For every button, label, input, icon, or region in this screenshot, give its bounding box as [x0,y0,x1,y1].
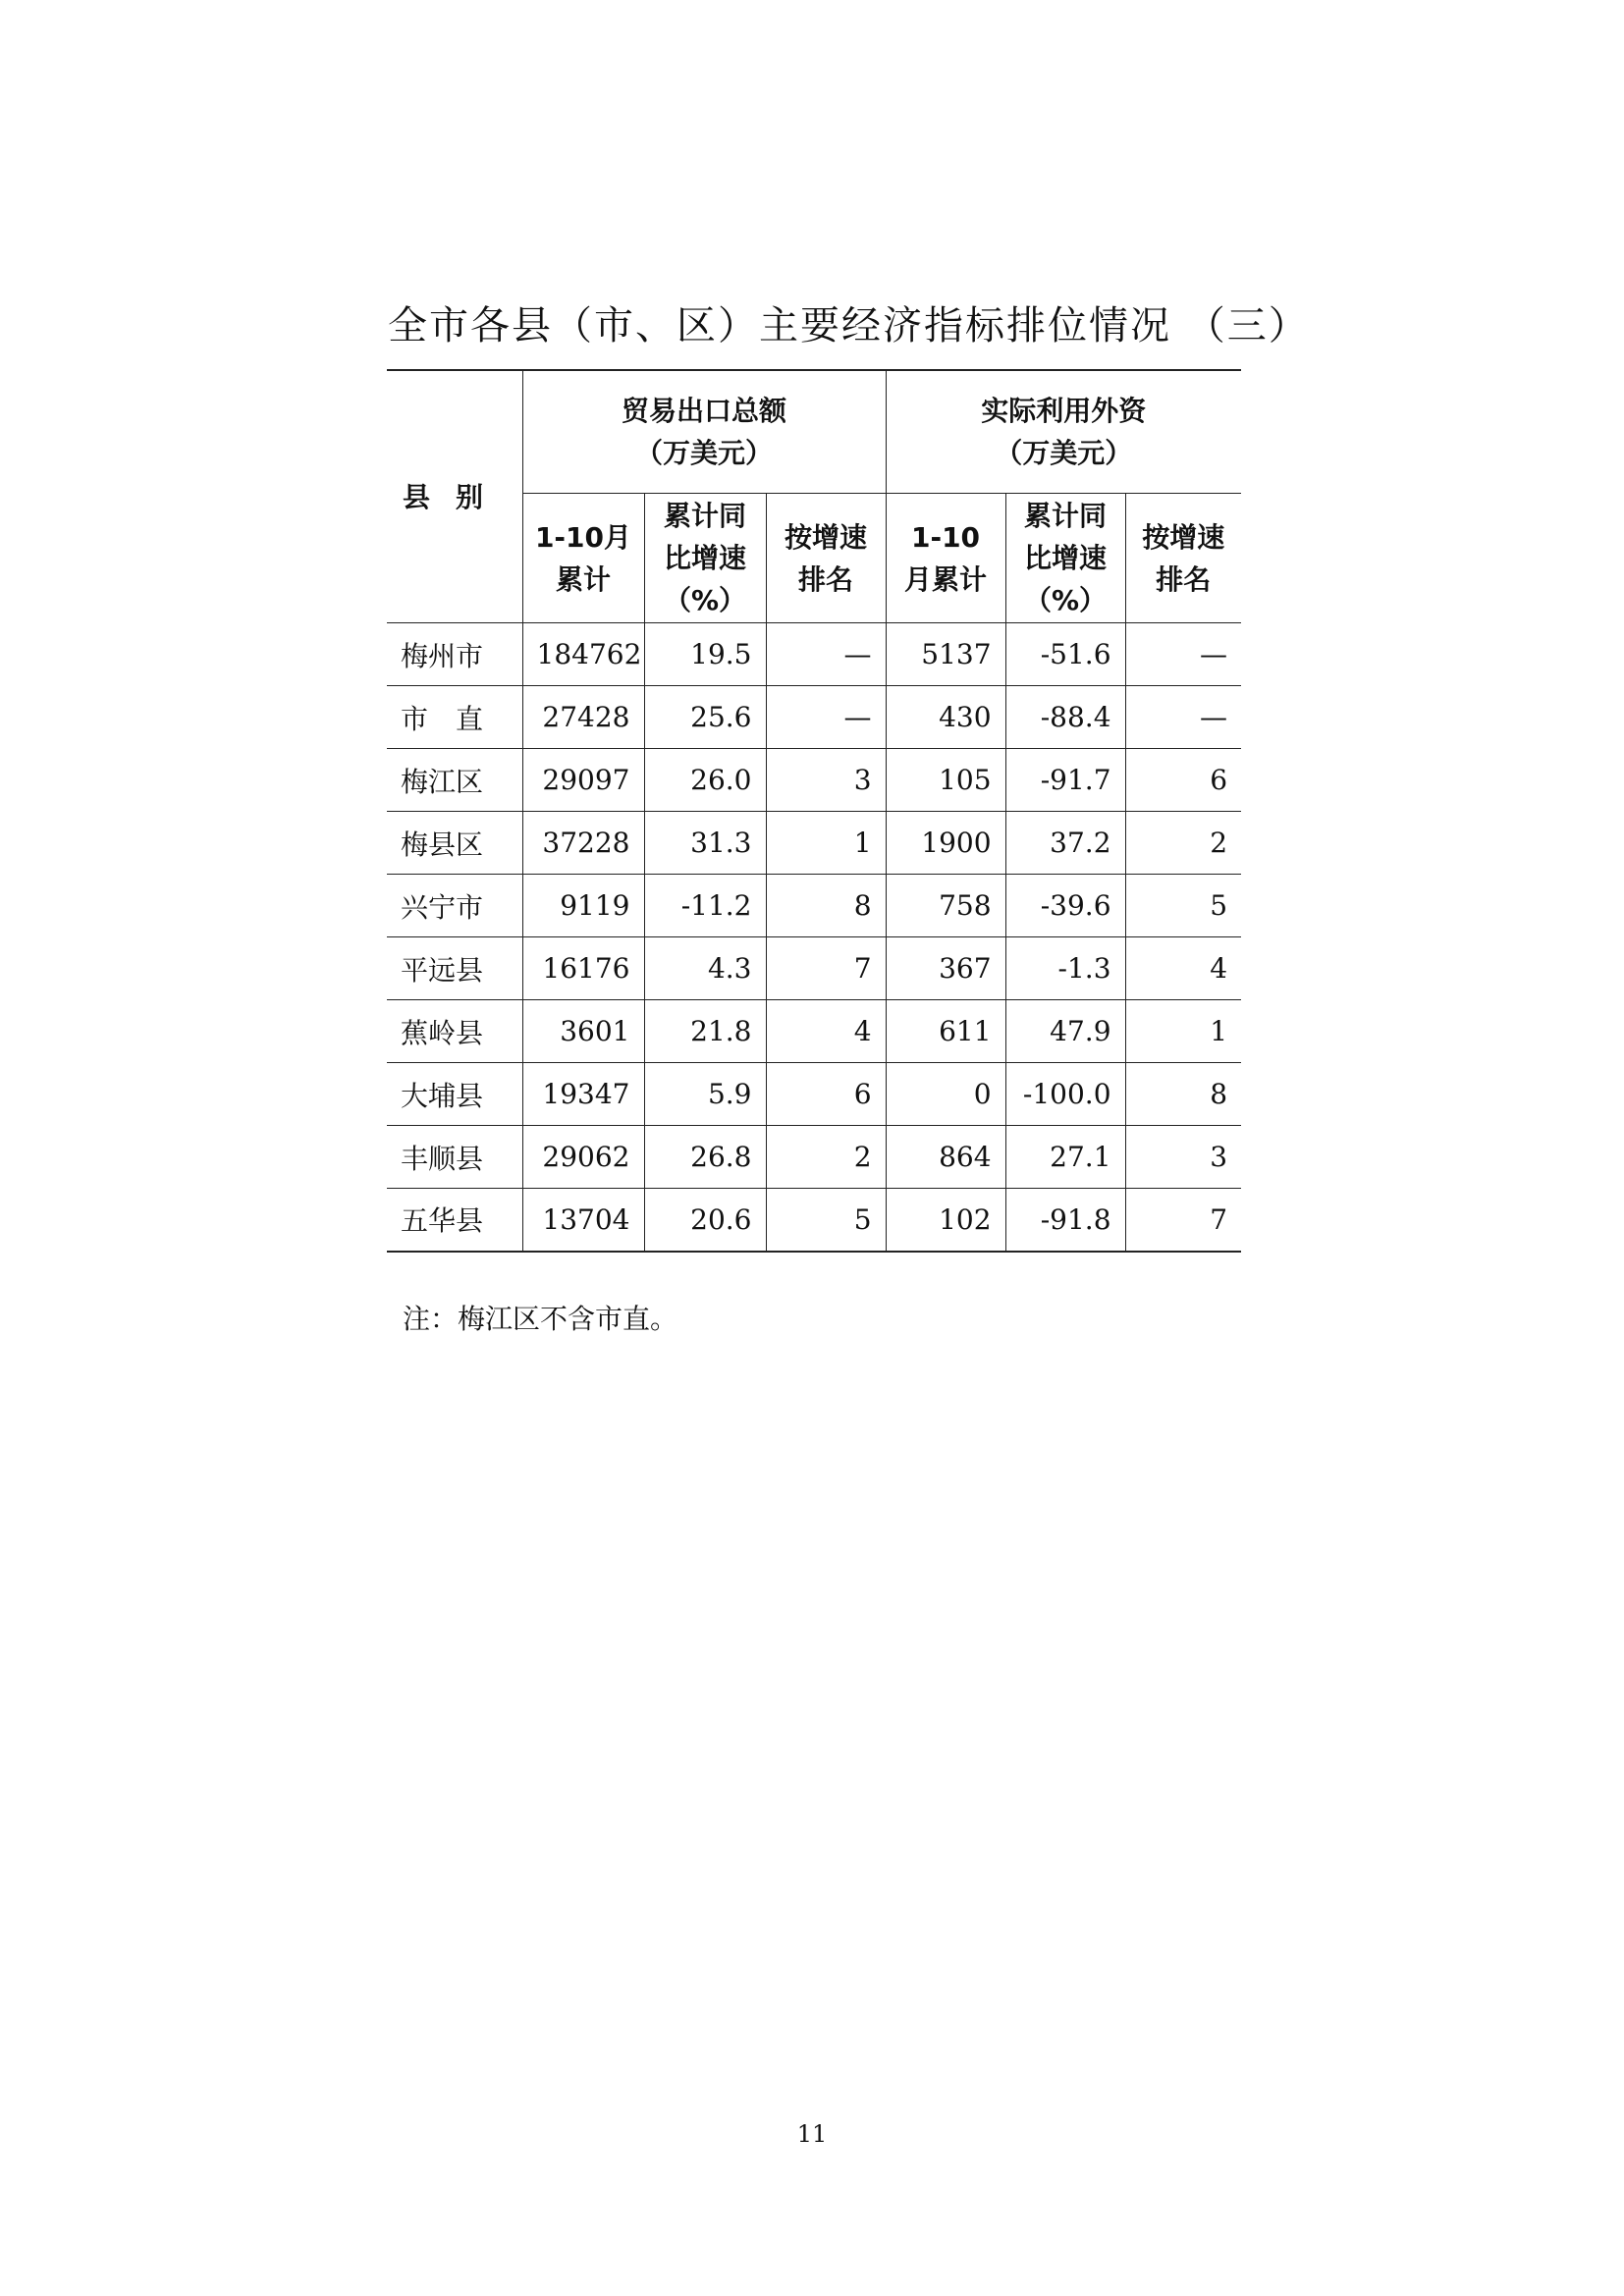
export-cumulative-cell: 9119 [522,875,644,937]
export-rank-cell: — [766,686,886,749]
fdi-growth-cell: -91.8 [1005,1189,1125,1252]
county-name-cell: 平远县 [387,937,522,1000]
county-name-cell: 梅州市 [387,623,522,686]
subheader-line: 按增速 [785,520,868,554]
fdi-cumulative-cell: 864 [886,1126,1005,1189]
table-row [387,1063,1241,1126]
fdi-rank-cell: — [1125,623,1241,686]
export-growth-cell: 19.5 [644,623,766,686]
table-row [387,812,1241,875]
fdi-rank-cell: 6 [1125,749,1241,812]
fdi-rank-cell: 2 [1125,812,1241,875]
export-rank-cell: — [766,623,886,686]
fdi-rank-header [1125,494,1241,623]
export-growth-cell: 5.9 [644,1063,766,1126]
table-note: 注：梅江区不含市直。 [403,1303,678,1335]
fdi-rank-cell: 8 [1125,1063,1241,1126]
fdi-growth-cell: -88.4 [1005,686,1125,749]
fdi-group-name: 实际利用外资 [981,395,1147,427]
fdi-growth-cell: -1.3 [1005,937,1125,1000]
fdi-rank-cell: 4 [1125,937,1241,1000]
subheader-line: 排名 [1156,562,1212,596]
export-cumulative-cell: 16176 [522,937,644,1000]
table-row [387,937,1241,1000]
table-row [387,875,1241,937]
table-row [387,623,1241,686]
fdi-cumulative-cell: 0 [886,1063,1005,1126]
export-growth-cell: 21.8 [644,1000,766,1063]
table-row [387,749,1241,812]
subheader-line: 累计同 [663,500,746,532]
fdi-growth-cell: -91.7 [1005,749,1125,812]
export-rank-cell: 8 [766,875,886,937]
export-growth-cell: 4.3 [644,937,766,1000]
subheader-line: 比增速 [663,542,746,574]
export-cumulative-cell: 13704 [522,1189,644,1252]
export-group-name: 贸易出口总额 [622,395,787,427]
fdi-rank-cell: — [1125,686,1241,749]
fdi-growth-cell: -100.0 [1005,1063,1125,1126]
fdi-group-header [886,370,1241,494]
fdi-group-unit: （万美元） [995,437,1133,469]
export-growth-cell: 31.3 [644,812,766,875]
export-growth-cell: -11.2 [644,875,766,937]
county-name-cell: 市 直 [387,686,522,749]
subheader-line: （%） [663,584,747,616]
fdi-growth-header [1005,494,1125,623]
export-cumulative-cell: 37228 [522,812,644,875]
subheader-line: 排名 [798,562,854,596]
county-name-cell: 大埔县 [387,1063,522,1126]
fdi-cumulative-cell: 611 [886,1000,1005,1063]
fdi-cumulative-cell: 5137 [886,623,1005,686]
export-rank-cell: 1 [766,812,886,875]
export-growth-cell: 26.8 [644,1126,766,1189]
subheader-line: 按增速 [1142,520,1225,554]
fdi-cumulative-cell: 367 [886,937,1005,1000]
export-group-header [522,370,886,494]
subheader-line: 1-10 [910,520,981,554]
subheader-line: 比增速 [1024,542,1108,574]
export-cumulative-cell: 29097 [522,749,644,812]
fdi-growth-cell: -51.6 [1005,623,1125,686]
subheader-line: 累计同 [1024,500,1108,532]
fdi-growth-cell: 47.9 [1005,1000,1125,1063]
county-name-cell: 梅县区 [387,812,522,875]
export-cumulative-cell: 19347 [522,1063,644,1126]
export-rank-cell: 7 [766,937,886,1000]
county-column-header: 县别 [387,370,522,623]
page-title: 全市各县（市、区）主要经济指标排位情况 （三） [388,303,1310,348]
fdi-cumulative-header [886,494,1005,623]
subheader-line: （%） [1023,584,1108,616]
export-rank-cell: 3 [766,749,886,812]
export-rank-header [766,494,886,623]
export-rank-cell: 6 [766,1063,886,1126]
subheader-line: 月累计 [904,562,988,596]
export-growth-cell: 26.0 [644,749,766,812]
fdi-cumulative-cell: 758 [886,875,1005,937]
county-name-cell: 兴宁市 [387,875,522,937]
county-name-cell: 丰顺县 [387,1126,522,1189]
export-growth-header [644,494,766,623]
county-name-cell: 蕉岭县 [387,1000,522,1063]
export-growth-cell: 25.6 [644,686,766,749]
table-row [387,1189,1241,1252]
fdi-rank-cell: 5 [1125,875,1241,937]
fdi-cumulative-cell: 102 [886,1189,1005,1252]
county-name-cell: 五华县 [387,1189,522,1252]
table-row [387,1000,1241,1063]
fdi-rank-cell: 3 [1125,1126,1241,1189]
subheader-line: 累计 [555,562,611,596]
export-cumulative-cell: 29062 [522,1126,644,1189]
economic-indicators-table [387,369,1241,1253]
export-cumulative-cell: 27428 [522,686,644,749]
export-group-unit: （万美元） [635,437,774,469]
table-row [387,1126,1241,1189]
fdi-growth-cell: -39.6 [1005,875,1125,937]
export-growth-cell: 20.6 [644,1189,766,1252]
fdi-rank-cell: 7 [1125,1189,1241,1252]
fdi-rank-cell: 1 [1125,1000,1241,1063]
subheader-line: 1-10月 [534,520,632,554]
export-cumulative-cell: 184762 [522,623,644,686]
fdi-growth-cell: 27.1 [1005,1126,1125,1189]
export-rank-cell: 4 [766,1000,886,1063]
export-cumulative-header [522,494,644,623]
page-number: 11 [796,2120,828,2148]
county-name-cell: 梅江区 [387,749,522,812]
export-rank-cell: 2 [766,1126,886,1189]
fdi-cumulative-cell: 105 [886,749,1005,812]
export-cumulative-cell: 3601 [522,1000,644,1063]
export-rank-cell: 5 [766,1189,886,1252]
fdi-cumulative-cell: 430 [886,686,1005,749]
fdi-growth-cell: 37.2 [1005,812,1125,875]
fdi-cumulative-cell: 1900 [886,812,1005,875]
table-row [387,686,1241,749]
